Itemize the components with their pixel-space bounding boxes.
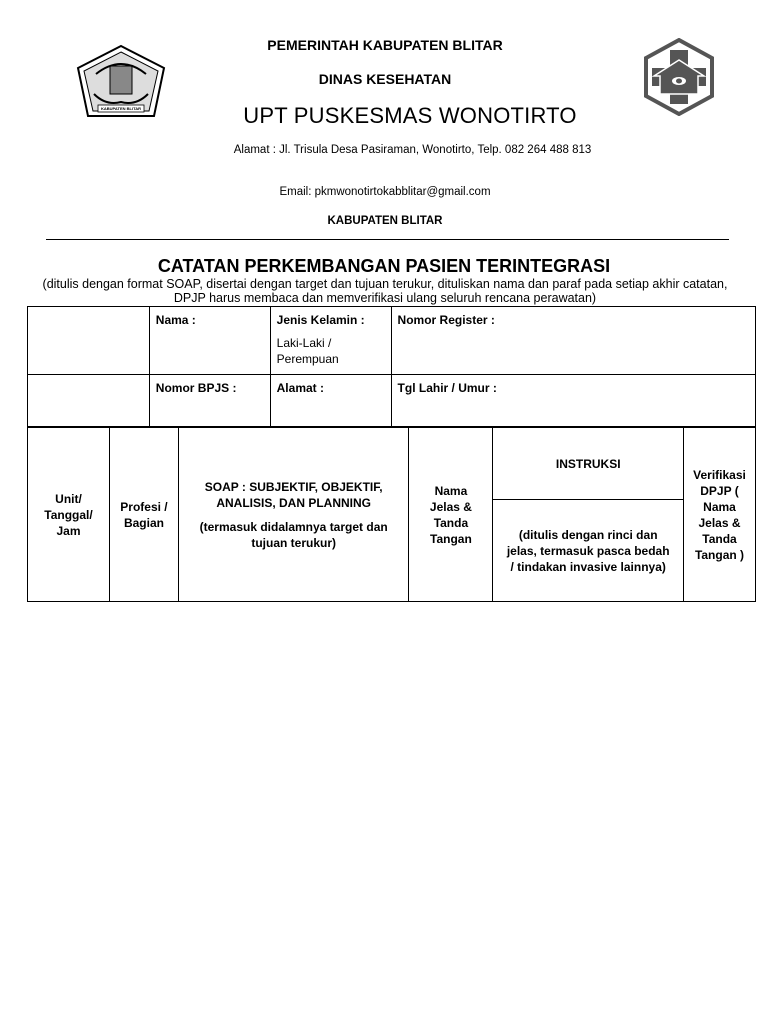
jenis-kelamin-field[interactable] [270, 307, 391, 375]
patient-identity-table [27, 306, 756, 427]
alamat-field[interactable]: Alamat : [270, 375, 391, 427]
header-divider [46, 239, 729, 240]
identity-blank-cell [28, 307, 150, 375]
form-subtitle: (ditulis dengan format SOAP, disertai dengan target dan tujuan terukur, dituliskan nama dan paraf pada setiap akhir catatan, DPJP harus membaca dan memverifikasi ulang seluruh rencana perawatan) [42, 277, 728, 305]
col-unit-tanggal-jam: Unit/ Tanggal/ Jam [28, 428, 110, 602]
header-puskesmas: UPT PUSKESMAS WONOTIRTO [243, 103, 577, 128]
jenis-kelamin-label: Jenis Kelamin : [276, 313, 365, 327]
identity-blank-cell-2 [28, 375, 150, 427]
header-email: Email: pkmwonotirtokabblitar@gmail.com [279, 186, 491, 198]
col-soap [178, 428, 409, 602]
col-instruksi: INSTRUKSI [493, 428, 684, 500]
header-address: Alamat : Jl. Trisula Desa Pasiraman, Wonotirto, Telp. 082 264 488 813 [233, 144, 592, 156]
header-department: DINAS KESEHATAN [318, 71, 452, 87]
col-profesi-bagian: Profesi / Bagian [109, 428, 178, 602]
header-region: KABUPATEN BLITAR [327, 215, 443, 227]
soap-note: (termasuk didalamnya target dan tujuan terukur) [199, 519, 388, 550]
form-title: CATATAN PERKEMBANGAN PASIEN TERINTEGRASI [157, 256, 611, 276]
left-logo-caption: KABUPATEN BLITAR [101, 106, 141, 111]
progress-notes-table [27, 427, 756, 602]
nomor-bpjs-field[interactable]: Nomor BPJS : [149, 375, 270, 427]
col-verifikasi-dpjp: Verifikasi DPJP ( Nama Jelas & Tanda Tangan ) [684, 428, 756, 602]
col-nama-tanda-tangan: Nama Jelas & Tanda Tangan [409, 428, 493, 602]
header-government: PEMERINTAH KABUPATEN BLITAR [267, 37, 503, 53]
jenis-kelamin-options: Laki-Laki / Perempuan [276, 336, 339, 366]
nama-field[interactable]: Nama : [149, 307, 270, 375]
nomor-register-field[interactable]: Nomor Register : [391, 307, 755, 375]
soap-title: SOAP : SUBJEKTIF, OBJEKTIF, ANALISIS, DAN PLANNING [204, 479, 383, 510]
col-instruksi-note: (ditulis dengan rinci dan jelas, termasuk pasca bedah / tindakan invasive lainnya) [493, 500, 684, 602]
tgl-lahir-field[interactable]: Tgl Lahir / Umur : [391, 375, 755, 427]
